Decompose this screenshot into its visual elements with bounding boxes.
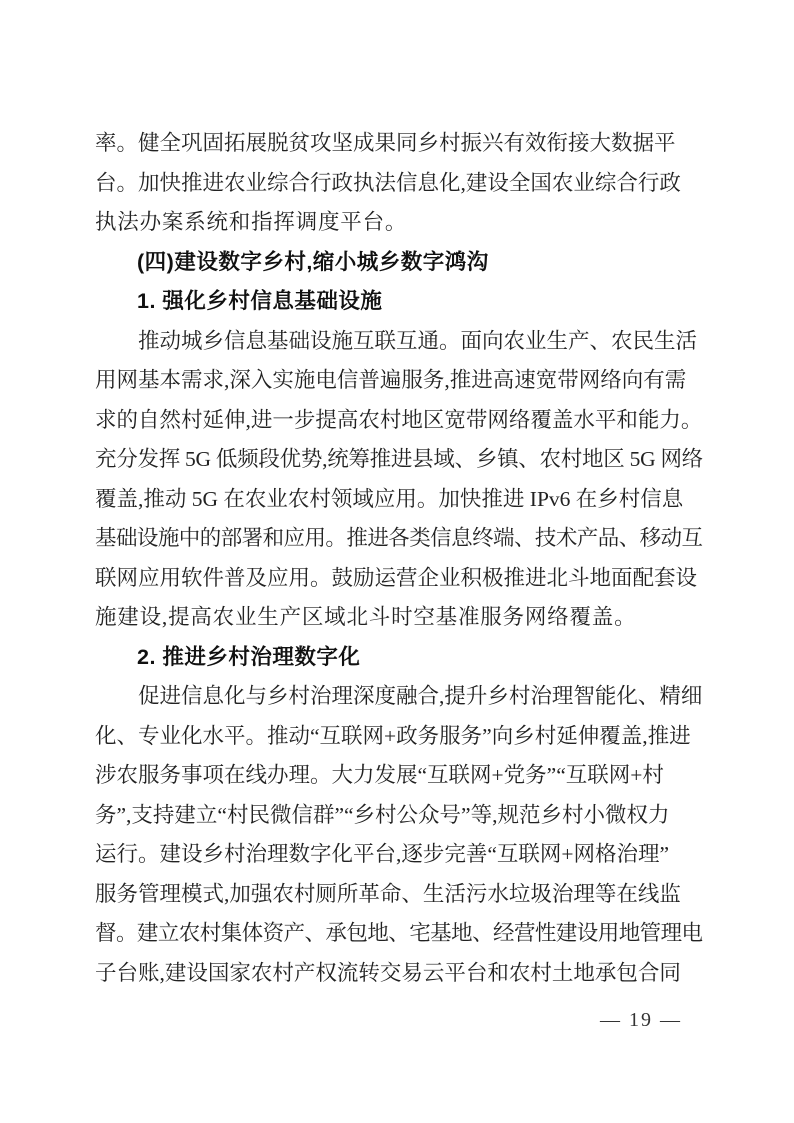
text-line: 化、专业化水平。推动“互联网+政务服务”向乡村延伸覆盖,推进 — [95, 723, 691, 748]
text-line: 覆盖,推动 5G 在农业农村领域应用。加快推进 IPv6 在乡村信息 — [95, 486, 684, 511]
text-line: 用网基本需求,深入实施电信普遍服务,推进高速宽带网络向有需 — [95, 368, 687, 392]
text-line: 充分发挥 5G 低频段优势,统筹推进县域、乡镇、农村地区 5G 网络 — [95, 447, 703, 471]
text-line: 督。建立农村集体资产、承包地、宅基地、经营性建设用地管理电 — [95, 921, 703, 945]
text-line: 台。加快推进农业综合行政执法信息化,建设全国农业综合行政 — [95, 170, 681, 195]
text-line: 服务管理模式,加强农村厕所革命、生活污水垃圾治理等在线监 — [95, 881, 681, 906]
text-line: 联网应用软件普及应用。鼓励运营企业积极推进北斗地面配套设 — [95, 565, 698, 590]
text-line: 子台账,建设国家农村产权流转交易云平台和农村土地承包合同 — [95, 960, 681, 985]
text-line: 推动城乡信息基础设施互联互通。面向农业生产、农民生活 — [138, 328, 698, 353]
text-line: 务”,支持建立“村民微信群”“乡村公众号”等,规范乡村小微权力 — [95, 802, 670, 827]
paragraph — [95, 124, 703, 243]
text-line: 基础设施中的部署和应用。推进各类信息终端、技术产品、移动互 — [95, 526, 703, 550]
section-heading — [95, 638, 703, 678]
text-line: 率。健全巩固拓展脱贫攻坚成果同乡村振兴有效衔接大数据平 — [95, 131, 676, 155]
heading-text: 2. 推进乡村治理数字化 — [137, 644, 361, 669]
text-line: 施建设,提高农业生产区域北斗时空基准服务网络覆盖。 — [95, 605, 637, 629]
paragraph — [95, 677, 703, 993]
section-heading — [95, 282, 703, 322]
document-content — [95, 124, 703, 993]
paragraph — [95, 322, 703, 638]
section-heading — [95, 243, 703, 283]
text-line: 求的自然村延伸,进一步提高农村地区宽带网络覆盖水平和能力。 — [95, 407, 703, 432]
heading-text: (四)建设数字乡村,缩小城乡数字鸿沟 — [137, 249, 489, 274]
heading-text: 1. 强化乡村信息基础设施 — [137, 289, 383, 313]
text-line: 执法办案系统和指挥调度平台。 — [95, 210, 408, 234]
text-line: 促进信息化与乡村治理深度融合,提升乡村治理智能化、精细 — [138, 684, 703, 708]
text-line: 运行。建设乡村治理数字化平台,逐步完善“互联网+网格治理” — [95, 842, 670, 866]
text-line: 涉农服务事项在线办理。大力发展“互联网+党务”“互联网+村 — [95, 763, 664, 787]
page-number: — 19 — — [600, 1009, 682, 1031]
